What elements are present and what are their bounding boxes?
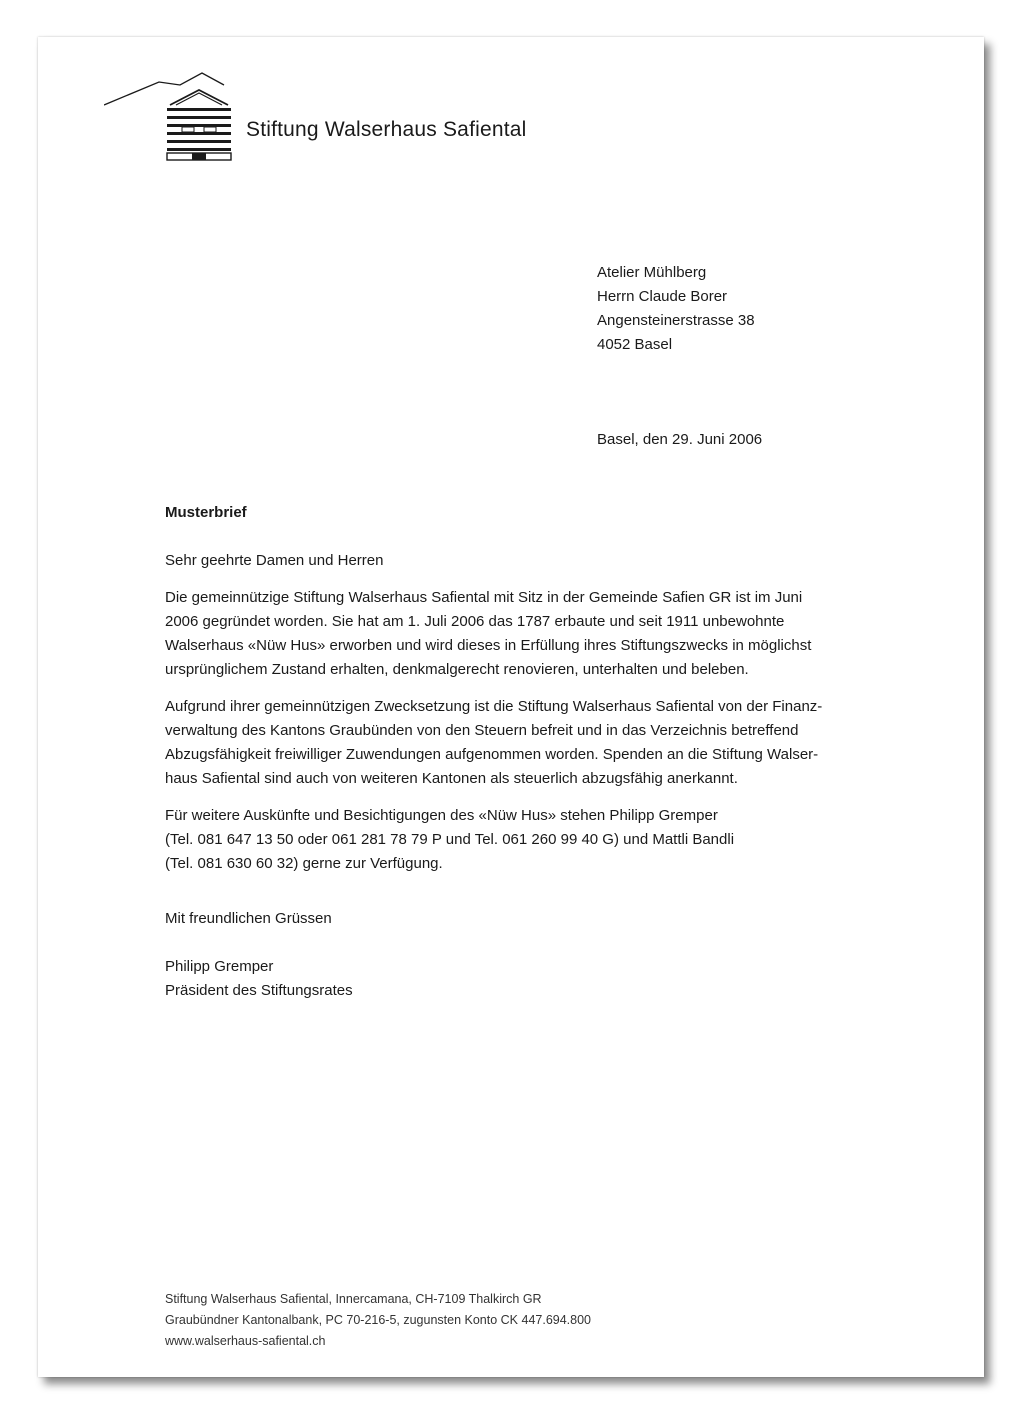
- recipient-line: Angensteinerstrasse 38: [597, 312, 755, 329]
- body-paragraph: [165, 586, 895, 682]
- footer-line: Stiftung Walserhaus Safiental, Innercamana, CH-7109 Thalkirch GR: [165, 1292, 542, 1306]
- paragraph-line: Für weitere Auskünfte und Besichtigungen des «Nüw Hus» stehen Philipp Gremper: [165, 807, 718, 824]
- salutation-text: Sehr geehrte Damen und Herren: [165, 552, 384, 569]
- recipient-line: 4052 Basel: [597, 336, 673, 353]
- paragraph-line: Abzugsfähigkeit freiwilliger Zuwendungen aufgenommen worden. Spenden an die Stiftung Walser-: [165, 746, 819, 763]
- paragraph-line: verwaltung des Kantons Graubünden von den Steuern befreit und in das Verzeichnis betreffend: [165, 722, 799, 739]
- letter-body: [165, 549, 895, 889]
- closing: Mit freundlichen Grüssen: [165, 910, 332, 927]
- recipient-line: Herrn Claude Borer: [597, 288, 728, 305]
- paragraph-line: ursprünglichem Zustand erhalten, denkmalgerecht renovieren, unterhalten und beleben.: [165, 661, 749, 678]
- paragraph-line: (Tel. 081 647 13 50 oder 061 281 78 79 P und Tel. 061 260 99 40 G) und Mattli Bandli: [165, 831, 735, 848]
- letter-date: Basel, den 29. Juni 2006: [597, 431, 763, 448]
- paragraph-line: Aufgrund ihrer gemeinnützigen Zwecksetzung ist die Stiftung Walserhaus Safiental von der Finanz-: [165, 698, 823, 715]
- footer-line: Graubündner Kantonalbank, PC 70-216-5, zugunsten Konto CK 447.694.800: [165, 1313, 592, 1327]
- salutation: [165, 549, 895, 573]
- body-paragraph: [165, 804, 895, 876]
- signer-name: Philipp Gremper: [165, 958, 274, 975]
- organization-name: Stiftung Walserhaus Safiental: [246, 118, 527, 141]
- footer-website: www.walserhaus-safiental.ch: [165, 1334, 326, 1348]
- signer-title: Präsident des Stiftungsrates: [165, 982, 353, 999]
- letter-footer: [165, 1289, 591, 1352]
- paragraph-line: Die gemeinnützige Stiftung Walserhaus Safiental mit Sitz in der Gemeinde Safien GR ist im Juni: [165, 589, 803, 606]
- letter-subject: Musterbrief: [165, 504, 247, 521]
- signature-block: [165, 955, 353, 1003]
- body-paragraph: [165, 695, 895, 791]
- recipient-address: [597, 261, 755, 357]
- paragraph-line: 2006 gegründet worden. Sie hat am 1. Juli 2006 das 1787 erbaute und seit 1911 unbewohnte: [165, 613, 785, 630]
- walserhaus-house-icon: [104, 71, 244, 166]
- paragraph-line: (Tel. 081 630 60 32) gerne zur Verfügung.: [165, 855, 443, 872]
- paragraph-line: Walserhaus «Nüw Hus» erworben und wird dieses in Erfüllung ihres Stiftungszwecks in möglichst: [165, 637, 812, 654]
- letter-page: [38, 37, 984, 1377]
- paragraph-line: haus Safiental sind auch von weiteren Kantonen als steuerlich abzugsfähig anerkannt.: [165, 770, 738, 787]
- recipient-line: Atelier Mühlberg: [597, 264, 707, 281]
